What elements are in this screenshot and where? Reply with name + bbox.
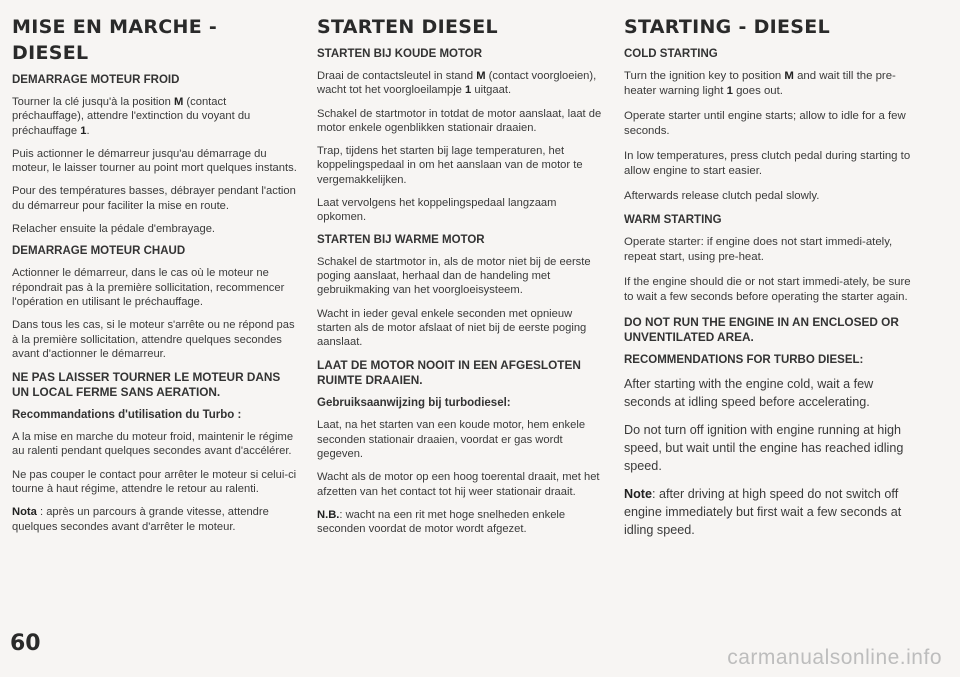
page-number: 60 [10,631,41,656]
english-paragraph: If the engine should die or not start immedi-ately, be sure to wait a few seconds before operating the starter again. [624,276,911,303]
french-paragraph: Relacher ensuite la pédale d'embrayage. [12,223,216,236]
dutch-cold-start-heading: STARTEN BIJ KOUDE MOTOR [317,48,483,60]
dutch-turbo-heading: Gebruiksaanwijzing bij turbodiesel: [317,397,511,410]
french-note: Nota : après un parcours à grande vitesse, attendre quelques secondes avant d'arrêter le moteur. [12,506,269,533]
dutch-paragraph: Schakel de startmotor in totdat de motor aanslaat, laat de motor enkele ogenblikken stationair draaien. [317,107,602,134]
dutch-warm-start-heading: STARTEN BIJ WARME MOTOR [317,233,485,246]
french-turbo-heading: Recommandations d'utilisation du Turbo : [12,409,242,422]
dutch-column [317,14,607,546]
dutch-paragraph: Schakel de startmotor in, als de motor niet bij de eerste poging aanslaat, herhaal dan de handeling met gebruikmaking van het voorgloeisysteem. [317,255,591,297]
french-warm-start-heading: DEMARRAGE MOTEUR CHAUD [12,245,186,258]
english-paragraph: Afterwards release clutch pedal slowly. [624,190,820,202]
english-turbo-heading: RECOMMENDATIONS FOR TURBO DIESEL: [624,354,864,366]
english-column [624,14,920,549]
english-title: STARTING - DIESEL [624,16,830,38]
english-note: Note: after driving at high speed do not switch off engine immediately but first wait a few seconds at idling speed. [624,487,902,537]
english-cold-start-heading: COLD STARTING [624,48,718,60]
french-paragraph: Pour des températures basses, débrayer pendant l'action du démarreur pour faciliter la mise en route. [12,185,296,212]
dutch-paragraph: Wacht als de motor op een hoog toerental draait, met het afzetten van het contact tot hij weer stationair draait. [317,471,600,498]
english-paragraph: In low temperatures, press clutch pedal during starting to allow engine to start easier. [624,150,911,177]
dutch-paragraph: Laat, na het starten van een koude motor, hem enkele seconden stationair draaien, voordat er gas wordt gegeven. [317,419,586,461]
english-cold-start-paragraph: Turn the ignition key to position M and wait till the pre-heater warning light 1 goes out. [624,70,896,97]
french-paragraph: A la mise en marche du moteur froid, maintenir le régime au ralenti pendant quelques secondes avant d'accélérer. [12,431,294,458]
english-paragraph: Do not turn off ignition with engine running at high speed, but wait until the engine has reached idling speed. [624,423,904,473]
dutch-warning: LAAT DE MOTOR NOOIT IN EEN AFGESLOTEN RUIMTE DRAAIEN. [317,358,581,388]
french-paragraph: Puis actionner le démarreur jusqu'au démarrage du moteur, le laisser tourner au point mort quelques instants. [12,147,297,175]
french-paragraph: Actionner le démarreur, dans le cas où le moteur ne répondrait pas à la première sollicitation, recommencer l'opération en utilisant le préchauffage. [12,267,285,308]
dutch-paragraph: Wacht in ieder geval enkele seconden met opnieuw starten als de motor afslaat of niet bij de eerste poging aanslaat. [317,307,587,349]
french-title: MISE EN MARCHE - DIESEL [12,16,218,64]
french-paragraph: Ne pas couper le contact pour arrêter le moteur si celui-ci tourne à haut régime, attendre le retour au ralenti. [12,468,297,496]
dutch-cold-start-paragraph: Draai de contactsleutel in stand M (contact voorgloeien), wacht tot het voorgloeilampje 1 uitgaat. [317,70,597,97]
dutch-paragraph: Laat vervolgens het koppelingspedaal langzaam opkomen. [317,197,557,224]
english-warm-start-heading: WARM STARTING [624,214,722,226]
dutch-paragraph: Trap, tijdens het starten bij lage temperaturen, het koppelingspedaal in om het aanslaan van de motor te vergemakkelijken. [317,145,583,186]
english-paragraph: After starting with the engine cold, wait a few seconds at idling speed before accelerating. [624,377,874,409]
french-paragraph: Dans tous les cas, si le moteur s'arrête ou ne répond pas à la première sollicitation, attendre quelques secondes avant d'actionner le démarreur. [12,319,295,360]
french-cold-start-paragraph: Tourner la clé jusqu'à la position M (contact préchauffage), attendre l'extinction du voyant du préchauffage 1. [12,96,251,137]
french-warning: NE PAS LAISSER TOURNER LE MOTEUR DANS UN LOCAL FERME SANS AERATION. [12,370,281,400]
english-paragraph: Operate starter until engine starts; allow to idle for a few seconds. [624,110,906,137]
watermark: carmanualsonline.info [727,646,942,669]
dutch-title: STARTEN DIESEL [317,16,498,38]
english-warning: DO NOT RUN THE ENGINE IN AN ENCLOSED OR UNVENTILATED AREA. [624,315,899,344]
french-cold-start-heading: DEMARRAGE MOTEUR FROID [12,74,180,86]
french-column [12,14,300,543]
dutch-note: N.B.: wacht na een rit met hoge snelheden enkele seconden voordat de motor wordt afgezet. [317,508,566,536]
english-paragraph: Operate starter: if engine does not start immedi-ately, repeat start, using pre-heat. [624,236,893,263]
